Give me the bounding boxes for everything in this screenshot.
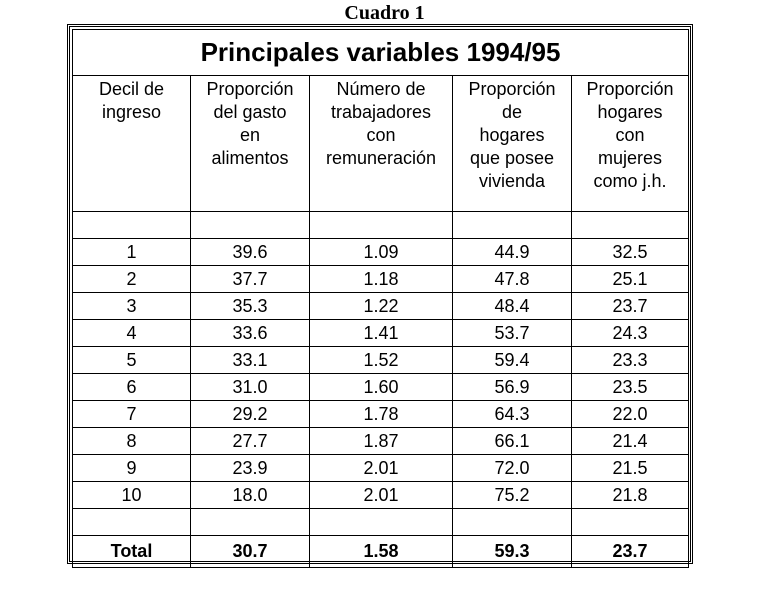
food-share-cell: 33.6 [191, 320, 310, 347]
food-share-cell: 31.0 [191, 374, 310, 401]
header-line: remuneración [325, 148, 437, 168]
header-line: hogares [597, 102, 663, 122]
paid-workers-cell: 1.22 [310, 293, 453, 320]
header-line: vivienda [478, 171, 546, 191]
table-title: Principales variables 1994/95 [73, 30, 689, 76]
home-ownership-cell: 53.7 [453, 320, 572, 347]
header-line: trabajadores [330, 102, 432, 122]
female-head-cell: 21.4 [572, 428, 689, 455]
table-row [73, 266, 689, 293]
header-cell [310, 76, 453, 212]
paid-workers-cell: 1.78 [310, 401, 453, 428]
total-paid-workers: 1.58 [310, 536, 453, 568]
decile-cell: 4 [73, 320, 191, 347]
decile-cell: 8 [73, 428, 191, 455]
header-line: de [501, 102, 523, 122]
table-row [73, 482, 689, 509]
female-head-cell: 21.8 [572, 482, 689, 509]
home-ownership-cell: 66.1 [453, 428, 572, 455]
table-row [73, 401, 689, 428]
header-line: mujeres [598, 148, 663, 168]
spacer-row [73, 509, 689, 536]
header-line: Proporción [586, 79, 674, 99]
header-line: Número de [336, 79, 426, 99]
food-share-cell: 37.7 [191, 266, 310, 293]
home-ownership-cell: 75.2 [453, 482, 572, 509]
total-food-share: 30.7 [191, 536, 310, 568]
paid-workers-cell: 1.41 [310, 320, 453, 347]
home-ownership-cell: 47.8 [453, 266, 572, 293]
paid-workers-cell: 1.60 [310, 374, 453, 401]
decile-cell: 3 [73, 293, 191, 320]
female-head-cell: 23.5 [572, 374, 689, 401]
female-head-cell: 23.3 [572, 347, 689, 374]
food-share-cell: 39.6 [191, 239, 310, 266]
paid-workers-cell: 1.87 [310, 428, 453, 455]
paid-workers-cell: 2.01 [310, 455, 453, 482]
decile-cell: 9 [73, 455, 191, 482]
table-caption: Cuadro 1 [344, 2, 425, 24]
header-line: en [239, 125, 261, 145]
decile-cell: 6 [73, 374, 191, 401]
header-cell [191, 76, 310, 212]
table-row [73, 374, 689, 401]
total-female-head: 23.7 [572, 536, 689, 568]
header-line: Decil de [98, 79, 165, 99]
home-ownership-cell: 64.3 [453, 401, 572, 428]
header-row [73, 76, 689, 212]
paid-workers-cell: 1.52 [310, 347, 453, 374]
female-head-cell: 23.7 [572, 293, 689, 320]
decile-cell: 5 [73, 347, 191, 374]
header-line: con [366, 125, 396, 145]
total-label: Total [73, 536, 191, 568]
home-ownership-cell: 48.4 [453, 293, 572, 320]
food-share-cell: 35.3 [191, 293, 310, 320]
header-cell [73, 76, 191, 212]
header-cell [453, 76, 572, 212]
header-line: con [615, 125, 645, 145]
data-table [72, 29, 689, 568]
table-row [73, 347, 689, 374]
decile-cell: 2 [73, 266, 191, 293]
header-line: del gasto [213, 102, 287, 122]
header-line: hogares [479, 125, 545, 145]
table-row [73, 320, 689, 347]
female-head-cell: 22.0 [572, 401, 689, 428]
food-share-cell: 23.9 [191, 455, 310, 482]
decile-cell: 7 [73, 401, 191, 428]
home-ownership-cell: 44.9 [453, 239, 572, 266]
table-row [73, 239, 689, 266]
decile-cell: 10 [73, 482, 191, 509]
paid-workers-cell: 1.18 [310, 266, 453, 293]
paid-workers-cell: 2.01 [310, 482, 453, 509]
header-line: Proporción [206, 79, 294, 99]
food-share-cell: 29.2 [191, 401, 310, 428]
header-line: ingreso [101, 102, 162, 122]
table-row [73, 293, 689, 320]
food-share-cell: 18.0 [191, 482, 310, 509]
header-line: alimentos [211, 148, 289, 168]
header-cell [572, 76, 689, 212]
female-head-cell: 21.5 [572, 455, 689, 482]
female-head-cell: 24.3 [572, 320, 689, 347]
total-home-ownership: 59.3 [453, 536, 572, 568]
female-head-cell: 25.1 [572, 266, 689, 293]
table-row [73, 428, 689, 455]
table-row [73, 455, 689, 482]
home-ownership-cell: 56.9 [453, 374, 572, 401]
food-share-cell: 33.1 [191, 347, 310, 374]
spacer-row [73, 212, 689, 239]
decile-cell: 1 [73, 239, 191, 266]
home-ownership-cell: 72.0 [453, 455, 572, 482]
total-row [73, 536, 689, 568]
header-line: Proporción [468, 79, 556, 99]
female-head-cell: 32.5 [572, 239, 689, 266]
food-share-cell: 27.7 [191, 428, 310, 455]
header-line: como j.h. [593, 171, 667, 191]
home-ownership-cell: 59.4 [453, 347, 572, 374]
header-line: que posee [469, 148, 555, 168]
paid-workers-cell: 1.09 [310, 239, 453, 266]
